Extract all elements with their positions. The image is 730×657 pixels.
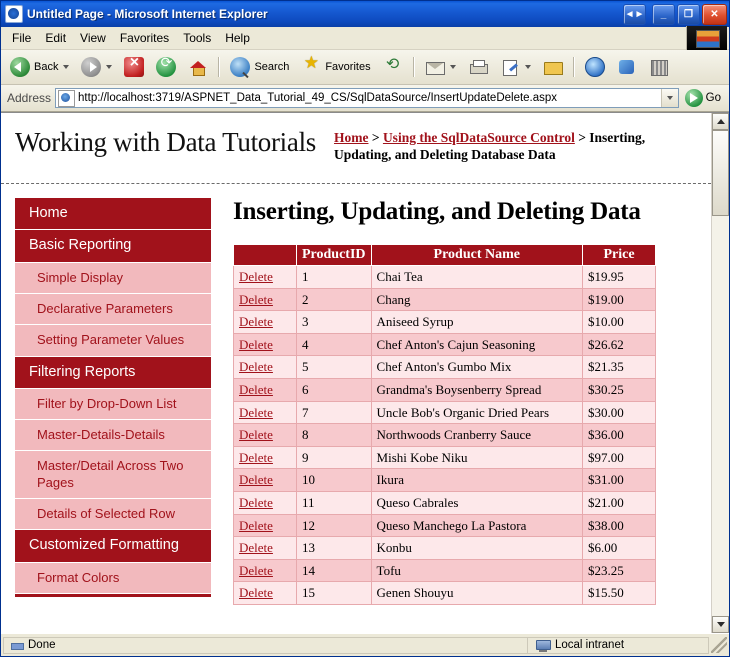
page-favicon-icon (58, 90, 75, 107)
menu-edit[interactable]: Edit (45, 31, 67, 45)
column-header-productid: ProductID (297, 245, 372, 266)
delete-link[interactable]: Delete (239, 472, 273, 488)
cell-delete[interactable] (234, 469, 297, 492)
table-header-row (234, 245, 656, 266)
security-zone[interactable] (527, 637, 709, 654)
messenger-button[interactable] (612, 53, 642, 81)
table-row (234, 288, 656, 311)
table-row (234, 424, 656, 447)
cell-product-name: Queso Cabrales (371, 491, 582, 514)
back-arrow-icon (10, 57, 30, 77)
search-button-label: Search (254, 61, 290, 73)
cell-productid: 2 (297, 288, 372, 311)
cell-delete[interactable] (234, 446, 297, 469)
cell-product-name: Genen Shouyu (371, 582, 582, 605)
home-icon (188, 57, 208, 77)
scroll-down-button[interactable] (712, 616, 729, 633)
folder-icon (543, 57, 563, 77)
cell-product-name: Mishi Kobe Niku (371, 446, 582, 469)
cell-delete[interactable] (234, 424, 297, 447)
window-controls (623, 4, 727, 25)
address-input[interactable] (55, 88, 679, 108)
globe-icon (585, 57, 605, 77)
table-row (234, 401, 656, 424)
status-message (3, 637, 527, 654)
page-body (1, 184, 711, 605)
chevron-down-icon (717, 622, 725, 627)
cell-productid: 13 (297, 537, 372, 560)
cell-product-name: Chai Tea (371, 266, 582, 289)
cell-productid: 12 (297, 514, 372, 537)
media-button[interactable] (644, 53, 674, 81)
stop-icon (124, 57, 144, 77)
cell-productid: 1 (297, 266, 372, 289)
cell-delete[interactable] (234, 514, 297, 537)
security-zone-label: Local intranet (555, 639, 625, 651)
menu-favorites[interactable]: Favorites (119, 31, 170, 45)
media-icon (649, 57, 669, 77)
title-bar (1, 1, 729, 27)
restore-group-button[interactable]: ◄► (623, 4, 646, 25)
breadcrumb-link-home[interactable]: Home (333, 130, 369, 145)
printer-icon (468, 57, 488, 77)
cell-delete[interactable] (234, 378, 297, 401)
folders-button[interactable] (538, 53, 568, 81)
mail-dropdown-icon[interactable] (450, 65, 456, 69)
cell-product-name: Northwoods Cranberry Sauce (371, 424, 582, 447)
cell-productid: 4 (297, 333, 372, 356)
page-header (1, 113, 711, 184)
delete-link[interactable]: Delete (239, 585, 273, 601)
cell-product-name: Chef Anton's Cajun Seasoning (371, 333, 582, 356)
stop-button[interactable] (119, 53, 149, 81)
go-button[interactable] (683, 88, 725, 108)
table-row (234, 446, 656, 469)
menu-bar (1, 27, 729, 50)
sidebar-item-master-detail-across-two-pages[interactable]: Master/Detail Across Two Pages (15, 451, 211, 499)
cell-product-name: Uncle Bob's Organic Dried Pears (371, 401, 582, 424)
cell-productid: 10 (297, 469, 372, 492)
page-title: Inserting, Updating, and Deleting Data (233, 198, 641, 225)
cell-price: $30.00 (583, 401, 656, 424)
table-row (234, 266, 656, 289)
page-viewport (1, 112, 729, 633)
edit-page-icon (500, 57, 520, 77)
sidebar-item-simple-display[interactable]: Simple Display (15, 263, 211, 294)
cell-productid: 6 (297, 378, 372, 401)
cell-delete[interactable] (234, 559, 297, 582)
delete-link[interactable]: Delete (239, 381, 273, 397)
cell-delete[interactable] (234, 537, 297, 560)
menu-help[interactable]: Help (225, 31, 250, 45)
cell-delete[interactable] (234, 356, 297, 379)
cell-price: $26.62 (583, 333, 656, 356)
home-button[interactable] (183, 53, 213, 81)
cell-price: $19.95 (583, 266, 656, 289)
cell-delete[interactable] (234, 401, 297, 424)
table-row (234, 559, 656, 582)
cell-product-name: Tofu (371, 559, 582, 582)
scrollbar-track[interactable] (712, 130, 729, 616)
search-button[interactable] (225, 53, 294, 81)
favorites-button[interactable] (296, 53, 375, 81)
address-url-text: http://localhost:3719/ASPNET_Data_Tutorial_49_CS/SqlDataSource/InsertUpdateDelete.aspx (78, 92, 558, 104)
cell-price: $31.00 (583, 469, 656, 492)
column-header-actions (234, 245, 297, 266)
cell-price: $19.00 (583, 288, 656, 311)
cell-product-name: Ikura (371, 469, 582, 492)
cell-productid: 9 (297, 446, 372, 469)
status-bar (1, 633, 729, 656)
table-row (234, 537, 656, 560)
back-button-label: Back (34, 61, 59, 73)
sidebar-item-basic-reporting[interactable]: Basic Reporting (15, 230, 211, 262)
cell-product-name: Chef Anton's Gumbo Mix (371, 356, 582, 379)
cell-productid: 15 (297, 582, 372, 605)
cell-delete[interactable] (234, 582, 297, 605)
cell-productid: 11 (297, 491, 372, 514)
toolbar-separator-1 (218, 57, 220, 77)
refresh-button[interactable] (151, 53, 181, 81)
star-icon (301, 57, 321, 77)
cell-productid: 8 (297, 424, 372, 447)
page-done-icon (10, 639, 23, 652)
breadcrumb-link-section[interactable]: Using the SqlDataSource Control (382, 130, 575, 145)
cell-price: $30.25 (583, 378, 656, 401)
edit-dropdown-icon[interactable] (525, 65, 531, 69)
main-content (211, 184, 711, 605)
sidebar-item-format-colors[interactable]: Format Colors (15, 563, 211, 594)
sidebar-item-filter-by-drop-down-list[interactable]: Filter by Drop-Down List (15, 389, 211, 420)
cell-price: $23.25 (583, 559, 656, 582)
navigation-toolbar (1, 50, 729, 85)
go-button-label: Go (705, 92, 721, 104)
cell-price: $10.00 (583, 311, 656, 334)
mail-icon (425, 57, 445, 77)
site-title: Working with Data Tutorials (15, 127, 316, 157)
forward-arrow-icon (81, 57, 101, 77)
delete-link[interactable]: Delete (239, 404, 273, 420)
table-row (234, 491, 656, 514)
cell-product-name: Grandma's Boysenberry Spread (371, 378, 582, 401)
breadcrumb-sep-1: > (368, 130, 383, 145)
sidebar-item-filtering-reports[interactable]: Filtering Reports (15, 357, 211, 389)
products-grid (233, 244, 656, 605)
delete-link[interactable]: Delete (239, 494, 273, 510)
cell-price: $21.35 (583, 356, 656, 379)
ie-brand-logo (686, 26, 727, 50)
address-bar (1, 85, 729, 112)
cell-productid: 7 (297, 401, 372, 424)
maximize-button[interactable]: ❐ (677, 4, 700, 25)
search-icon (230, 57, 250, 77)
sidebar-item-home[interactable]: Home (15, 198, 211, 230)
web-page (1, 113, 711, 633)
cell-product-name: Chang (371, 288, 582, 311)
delete-link[interactable]: Delete (239, 517, 273, 533)
cell-price: $21.00 (583, 491, 656, 514)
toolbar-separator-2 (413, 57, 415, 77)
cell-product-name: Konbu (371, 537, 582, 560)
delete-link[interactable]: Delete (239, 269, 273, 284)
messenger-icon (617, 57, 637, 77)
chevron-down-icon (667, 96, 673, 100)
cell-productid: 3 (297, 311, 372, 334)
sidebar-item-declarative-parameters[interactable]: Declarative Parameters (15, 294, 211, 325)
cell-delete[interactable] (234, 266, 297, 289)
sidebar-nav (15, 198, 211, 597)
back-button[interactable] (5, 53, 74, 81)
toolbar-separator-3 (573, 57, 575, 77)
favorites-button-label: Favorites (325, 61, 371, 73)
intranet-zone-icon (536, 639, 550, 652)
close-button[interactable]: ✕ (702, 4, 727, 25)
delete-link[interactable]: Delete (239, 336, 273, 352)
table-row (234, 469, 656, 492)
window-title: Untitled Page - Microsoft Internet Explorer (27, 7, 268, 21)
table-row (234, 356, 656, 379)
status-text: Done (28, 639, 56, 651)
sidebar-item-customized-formatting[interactable]: Customized Formatting (15, 530, 211, 562)
chevron-up-icon (717, 119, 725, 124)
discuss-button[interactable] (580, 53, 610, 81)
edit-button[interactable] (495, 53, 536, 81)
cell-delete[interactable] (234, 333, 297, 356)
history-icon (383, 57, 403, 77)
breadcrumb (334, 121, 701, 164)
delete-link[interactable]: Delete (239, 359, 273, 375)
cell-productid: 5 (297, 356, 372, 379)
address-label: Address (7, 91, 52, 105)
delete-link[interactable]: Delete (239, 449, 273, 465)
ie-page-icon (5, 5, 23, 23)
cell-productid: 14 (297, 559, 372, 582)
history-button[interactable] (378, 53, 408, 81)
breadcrumb-current: Inserting, Updating, and Deleting Database Data (333, 130, 646, 163)
forward-button[interactable] (76, 53, 117, 81)
sidebar-item-master-details-details[interactable]: Master-Details-Details (15, 420, 211, 451)
menu-tools[interactable]: Tools (183, 31, 212, 45)
cell-price: $38.00 (583, 514, 656, 537)
delete-link[interactable]: Delete (239, 291, 273, 307)
table-row (234, 514, 656, 537)
table-row (234, 378, 656, 401)
sidebar-item-details-of-selected-row[interactable]: Details of Selected Row (15, 499, 211, 530)
delete-link[interactable]: Delete (239, 540, 273, 556)
breadcrumb-sep-2: > (574, 130, 590, 145)
cell-product-name: Queso Manchego La Pastora (371, 514, 582, 537)
scroll-up-button[interactable] (712, 113, 729, 130)
delete-link[interactable]: Delete (239, 427, 273, 443)
menu-view[interactable]: View (80, 31, 106, 45)
scrollbar-thumb[interactable] (712, 130, 729, 216)
cell-price: $6.00 (583, 537, 656, 560)
cell-product-name: Aniseed Syrup (371, 311, 582, 334)
column-header-product-name: Product Name (371, 245, 582, 266)
table-row (234, 582, 656, 605)
refresh-icon (156, 57, 176, 77)
go-arrow-icon (685, 89, 703, 107)
cell-price: $15.50 (583, 582, 656, 605)
resize-grip[interactable] (711, 637, 727, 653)
forward-dropdown-icon[interactable] (106, 65, 112, 69)
cell-price: $36.00 (583, 424, 656, 447)
vertical-scrollbar[interactable] (711, 113, 729, 633)
table-row (234, 333, 656, 356)
print-button[interactable] (463, 53, 493, 81)
back-dropdown-icon[interactable] (63, 65, 69, 69)
mail-button[interactable] (420, 53, 461, 81)
cell-delete[interactable] (234, 288, 297, 311)
cell-delete[interactable] (234, 491, 297, 514)
minimize-button[interactable]: _ (652, 4, 675, 25)
cell-delete[interactable] (234, 311, 297, 334)
cell-price: $97.00 (583, 446, 656, 469)
delete-link[interactable]: Delete (239, 314, 273, 330)
menu-file[interactable]: File (12, 31, 32, 45)
table-row (234, 311, 656, 334)
delete-link[interactable]: Delete (239, 562, 273, 578)
column-header-price: Price (583, 245, 656, 266)
address-dropdown-icon[interactable] (661, 89, 678, 107)
sidebar-item-setting-parameter-values[interactable]: Setting Parameter Values (15, 325, 211, 356)
